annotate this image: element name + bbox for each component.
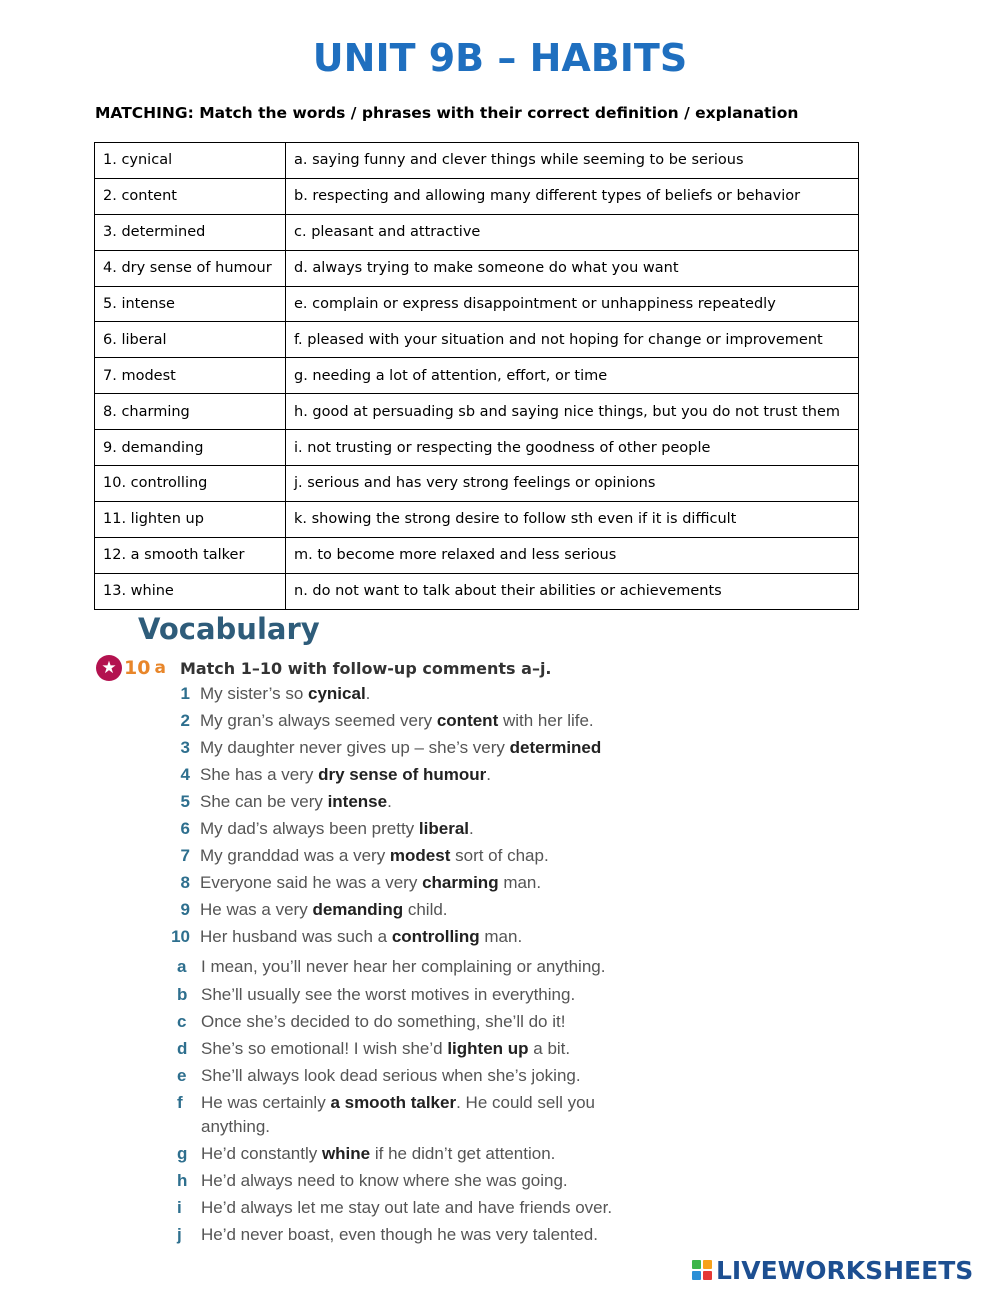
sentence-number: 6: [180, 819, 190, 838]
comment-before: Once she’s decided to do something, she’ll do it!: [201, 1012, 566, 1031]
sentence-after: man.: [479, 927, 523, 946]
sentence-after: child.: [403, 900, 448, 919]
comment-after: if he didn’t get attention.: [370, 1144, 556, 1163]
sentence-number: 2: [180, 711, 190, 730]
sentence-number: 4: [180, 765, 190, 784]
sentence-after: .: [486, 765, 491, 784]
sentence-number: 1: [180, 684, 190, 703]
comment-letter: g: [177, 1144, 188, 1163]
sentence-text: [200, 684, 370, 704]
match-word: 13. whine: [95, 573, 286, 609]
sentence-after: sort of chap.: [450, 846, 549, 865]
star-icon: ★: [96, 655, 122, 681]
match-word: 2. content: [95, 178, 286, 214]
table-row: [95, 250, 859, 286]
exercise-number: 10: [124, 657, 151, 679]
comment-letter: a: [177, 957, 187, 976]
match-definition: n. do not want to talk about their abilities or achievements: [286, 573, 859, 609]
comment-before: He’d never boast, even though he was very talented.: [201, 1225, 598, 1244]
table-row: [95, 214, 859, 250]
sentence-after: .: [469, 819, 474, 838]
table-row: [95, 322, 859, 358]
comment-before: He’d always let me stay out late and have friends over.: [201, 1198, 613, 1217]
sentence-before: She can be very: [200, 792, 328, 811]
comment-letter: d: [177, 1039, 188, 1058]
comment-letter: b: [177, 985, 188, 1004]
match-word: 11. lighten up: [95, 501, 286, 537]
sentence-keyword: demanding: [312, 900, 404, 919]
logo-text: LIVEWORKSHEETS: [716, 1255, 974, 1285]
match-definition: b. respecting and allowing many different types of beliefs or behavior: [286, 178, 859, 214]
sentence-number: 3: [180, 738, 190, 757]
sentence-text: [200, 711, 594, 731]
sentence-text: [200, 927, 522, 947]
comment-after: a bit.: [528, 1039, 571, 1058]
exercise-header: [96, 654, 552, 682]
comment-after: . He could sell you: [456, 1093, 595, 1112]
exercise-instruction: Match 1–10 with follow-up comments a–j.: [179, 658, 552, 678]
matching-table: [94, 142, 859, 610]
comment-text: [201, 1093, 595, 1113]
match-definition: e. complain or express disappointment or unhappiness repeatedly: [286, 286, 859, 322]
sentence-keyword: content: [436, 711, 499, 730]
logo-mark-icon: [692, 1260, 712, 1280]
match-word: 10. controlling: [95, 466, 286, 502]
matching-instructions: MATCHING: Match the words / phrases with their correct definition / explanation: [95, 104, 799, 122]
sentence-keyword: intense: [327, 792, 388, 811]
sentence-before: My gran’s always seemed very: [200, 711, 437, 730]
comment-text: [201, 957, 605, 977]
sentence-text: [200, 846, 549, 866]
match-word: 6. liberal: [95, 322, 286, 358]
match-word: 1. cynical: [95, 143, 286, 179]
sentence-after: .: [365, 684, 371, 703]
comment-text: [201, 1171, 568, 1191]
match-definition: m. to become more relaxed and less serious: [286, 537, 859, 573]
match-word: 7. modest: [95, 358, 286, 394]
comment-text: [201, 1012, 565, 1032]
sentence-text: [200, 765, 491, 785]
comment-text: [201, 1225, 598, 1245]
comment-letter: i: [177, 1198, 182, 1217]
comment-letter: h: [177, 1171, 188, 1190]
sentence-text: [200, 900, 448, 920]
sentence-text: [200, 792, 392, 812]
comment-letter: e: [177, 1066, 187, 1085]
match-definition: d. always trying to make someone do what you want: [286, 250, 859, 286]
sentence-keyword: charming: [422, 873, 499, 892]
sentence-keyword: liberal: [418, 819, 470, 838]
vocabulary-heading: Vocabulary: [138, 612, 320, 646]
match-definition: j. serious and has very strong feelings or opinions: [286, 466, 859, 502]
match-word: 9. demanding: [95, 430, 286, 466]
sentence-before: Her husband was such a: [200, 927, 392, 946]
sentence-keyword: dry sense of humour: [318, 765, 487, 784]
sentence-keyword: modest: [389, 846, 451, 865]
sentence-number: 7: [180, 846, 190, 865]
sentence-text: [200, 819, 474, 839]
comment-before: She’s so emotional! I wish she’d: [201, 1039, 448, 1058]
table-row: [95, 501, 859, 537]
sentence-before: My granddad was a very: [200, 846, 390, 865]
sentence-number: 9: [180, 900, 190, 919]
sentence-after: with her life.: [498, 711, 594, 730]
comment-letter: c: [177, 1012, 187, 1031]
table-row: [95, 178, 859, 214]
table-row: [95, 286, 859, 322]
table-row: [95, 537, 859, 573]
sentence-after: man.: [498, 873, 542, 892]
comment-before: He was certainly: [201, 1093, 331, 1112]
sentence-number: 10: [171, 927, 190, 946]
comment-text: [201, 1039, 570, 1059]
comment-before: He’d always need to know where she was going.: [201, 1171, 568, 1190]
table-row: [95, 143, 859, 179]
match-definition: i. not trusting or respecting the goodness of other people: [286, 430, 859, 466]
comment-before: She’ll always look dead serious when she’s joking.: [201, 1066, 581, 1085]
sentence-number: 5: [180, 792, 190, 811]
comment-before: He’d constantly: [201, 1144, 322, 1163]
exercise-letter: a: [154, 658, 166, 678]
comment-keyword: lighten up: [447, 1039, 529, 1058]
match-definition: a. saying funny and clever things while seeming to be serious: [286, 143, 859, 179]
comment-text: [201, 985, 575, 1005]
match-word: 4. dry sense of humour: [95, 250, 286, 286]
sentence-keyword: determined: [509, 738, 602, 757]
sentence-before: My sister’s so: [200, 684, 309, 703]
page-title: UNIT 9B – HABITS: [312, 36, 688, 80]
match-definition: k. showing the strong desire to follow sth even if it is difficult: [286, 501, 859, 537]
sentence-keyword: cynical: [308, 684, 366, 703]
sentence-before: My daughter never gives up – she’s very: [200, 738, 510, 757]
comment-letter: j: [177, 1225, 182, 1244]
sentence-before: Everyone said he was a very: [200, 873, 423, 892]
table-row: [95, 394, 859, 430]
match-definition: f. pleased with your situation and not hoping for change or improvement: [286, 322, 859, 358]
comment-text: [201, 1198, 612, 1218]
sentence-before: My dad’s always been pretty: [200, 819, 419, 838]
logo-square: [703, 1260, 712, 1269]
comment-text: [201, 1066, 581, 1086]
sentence-text: [200, 873, 541, 893]
sentence-number: 8: [180, 873, 190, 892]
match-definition: h. good at persuading sb and saying nice things, but you do not trust them: [286, 394, 859, 430]
sentence-text: [200, 738, 601, 758]
logo-square: [703, 1271, 712, 1280]
table-row: [95, 430, 859, 466]
match-word: 5. intense: [95, 286, 286, 322]
match-word: 12. a smooth talker: [95, 537, 286, 573]
comment-text: [201, 1144, 555, 1164]
sentence-keyword: controlling: [391, 927, 480, 946]
sentence-before: He was a very: [200, 900, 313, 919]
comment-before: I mean, you’ll never hear her complaining or anything.: [201, 957, 606, 976]
comment-before: She’ll usually see the worst motives in everything.: [201, 985, 576, 1004]
logo-square: [692, 1271, 701, 1280]
comment-continuation-text: anything.: [201, 1117, 270, 1136]
table-row: [95, 358, 859, 394]
comment-keyword: a smooth talker: [330, 1093, 457, 1112]
sentence-after: .: [387, 792, 392, 811]
table-row: [95, 573, 859, 609]
comment-letter: f: [177, 1093, 183, 1112]
liveworksheets-logo: [692, 1256, 973, 1284]
match-word: 8. charming: [95, 394, 286, 430]
match-definition: g. needing a lot of attention, effort, or time: [286, 358, 859, 394]
logo-square: [692, 1260, 701, 1269]
sentence-before: She has a very: [200, 765, 319, 784]
match-definition: c. pleasant and attractive: [286, 214, 859, 250]
table-row: [95, 466, 859, 502]
match-word: 3. determined: [95, 214, 286, 250]
comment-keyword: whine: [321, 1144, 371, 1163]
